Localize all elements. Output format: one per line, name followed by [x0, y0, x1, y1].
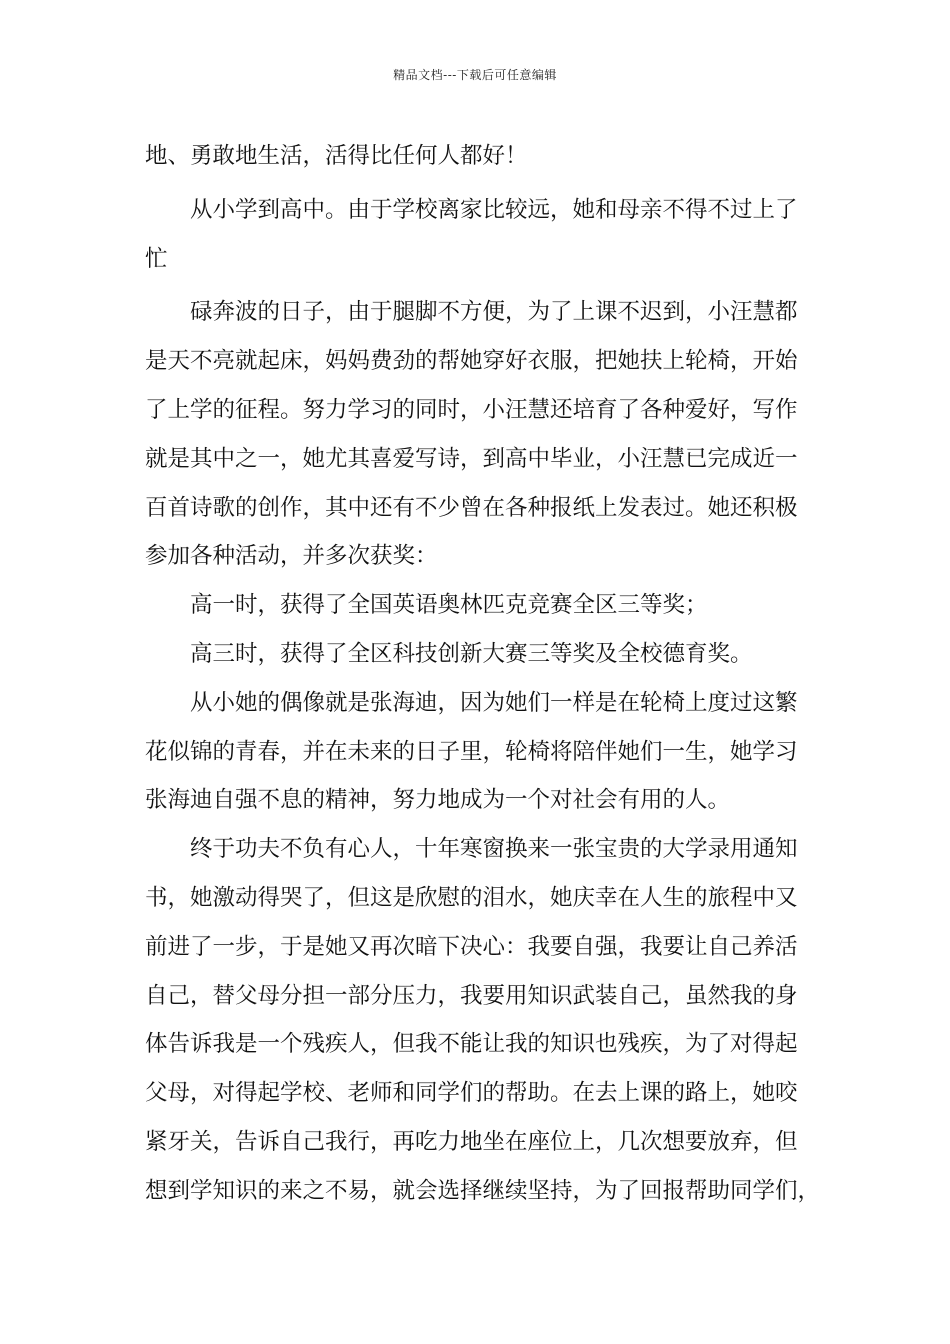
text-line: 从小学到高中。由于学校离家比较远，她和母亲不得不过上了 — [190, 196, 798, 223]
paragraph — [145, 630, 810, 679]
text-line: 书，她激动得哭了，但这是欣慰的泪水，她庆幸在人生的旅程中又 — [145, 884, 798, 911]
text-line: 忙 — [145, 245, 168, 272]
text-line: 想到学知识的来之不易，就会选择继续坚持，为了回报帮助同学们， — [145, 1177, 821, 1204]
text-line: 父母，对得起学校、老师和同学们的帮助。在去上课的路上，她咬 — [145, 1080, 798, 1107]
paragraph — [145, 679, 810, 825]
text-line: 前进了一步，于是她又再次暗下决心：我要自强，我要让自己养活 — [145, 933, 798, 960]
text-line: 高一时，获得了全国英语奥林匹克竞赛全区三等奖； — [190, 592, 708, 619]
text-line: 是天不亮就起床，妈妈费劲的帮她穿好衣服，把她扶上轮椅，开始 — [145, 348, 798, 375]
paragraph — [145, 825, 821, 1215]
text-line: 地、勇敢地生活，活得比任何人都好！ — [145, 143, 528, 169]
paragraph — [145, 288, 810, 581]
text-line: 终于功夫不负有心人，十年寒窗换来一张宝贵的大学录用通知 — [190, 836, 798, 863]
page-header: 精品文档---下载后可任意编辑 — [393, 68, 557, 82]
text-line: 紧牙关，告诉自己我行，再吃力地坐在座位上，几次想要放弃，但 — [145, 1128, 798, 1155]
text-line: 张海迪自强不息的精神，努力地成为一个对社会有用的人。 — [145, 787, 731, 814]
text-line: 碌奔波的日子，由于腿脚不方便，为了上课不迟到，小汪慧都 — [190, 299, 798, 326]
text-line: 高三时，获得了全区科技创新大赛三等奖及全校德育奖。 — [190, 640, 753, 667]
paragraph — [145, 132, 810, 181]
text-line: 从小她的偶像就是张海迪，因为她们一样是在轮椅上度过这繁 — [190, 689, 798, 716]
text-line: 自己，替父母分担一部分压力，我要用知识武装自己，虽然我的身 — [145, 982, 798, 1009]
paragraph — [145, 186, 810, 284]
text-line: 就是其中之一，她尤其喜爱写诗，到高中毕业，小汪慧已完成近一 — [145, 445, 798, 472]
text-line: 了上学的征程。努力学习的同时，小汪慧还培育了各种爱好，写作 — [145, 396, 798, 423]
text-line: 体告诉我是一个残疾人，但我不能让我的知识也残疾，为了对得起 — [145, 1031, 798, 1058]
paragraph — [145, 581, 810, 630]
text-line: 花似锦的青春，并在未来的日子里，轮椅将陪伴她们一生，她学习 — [145, 738, 798, 765]
text-line: 参加各种活动，并多次获奖： — [145, 543, 438, 570]
text-line: 百首诗歌的创作，其中还有不少曾在各种报纸上发表过。她还积极 — [145, 494, 798, 521]
document-body — [145, 132, 821, 1216]
